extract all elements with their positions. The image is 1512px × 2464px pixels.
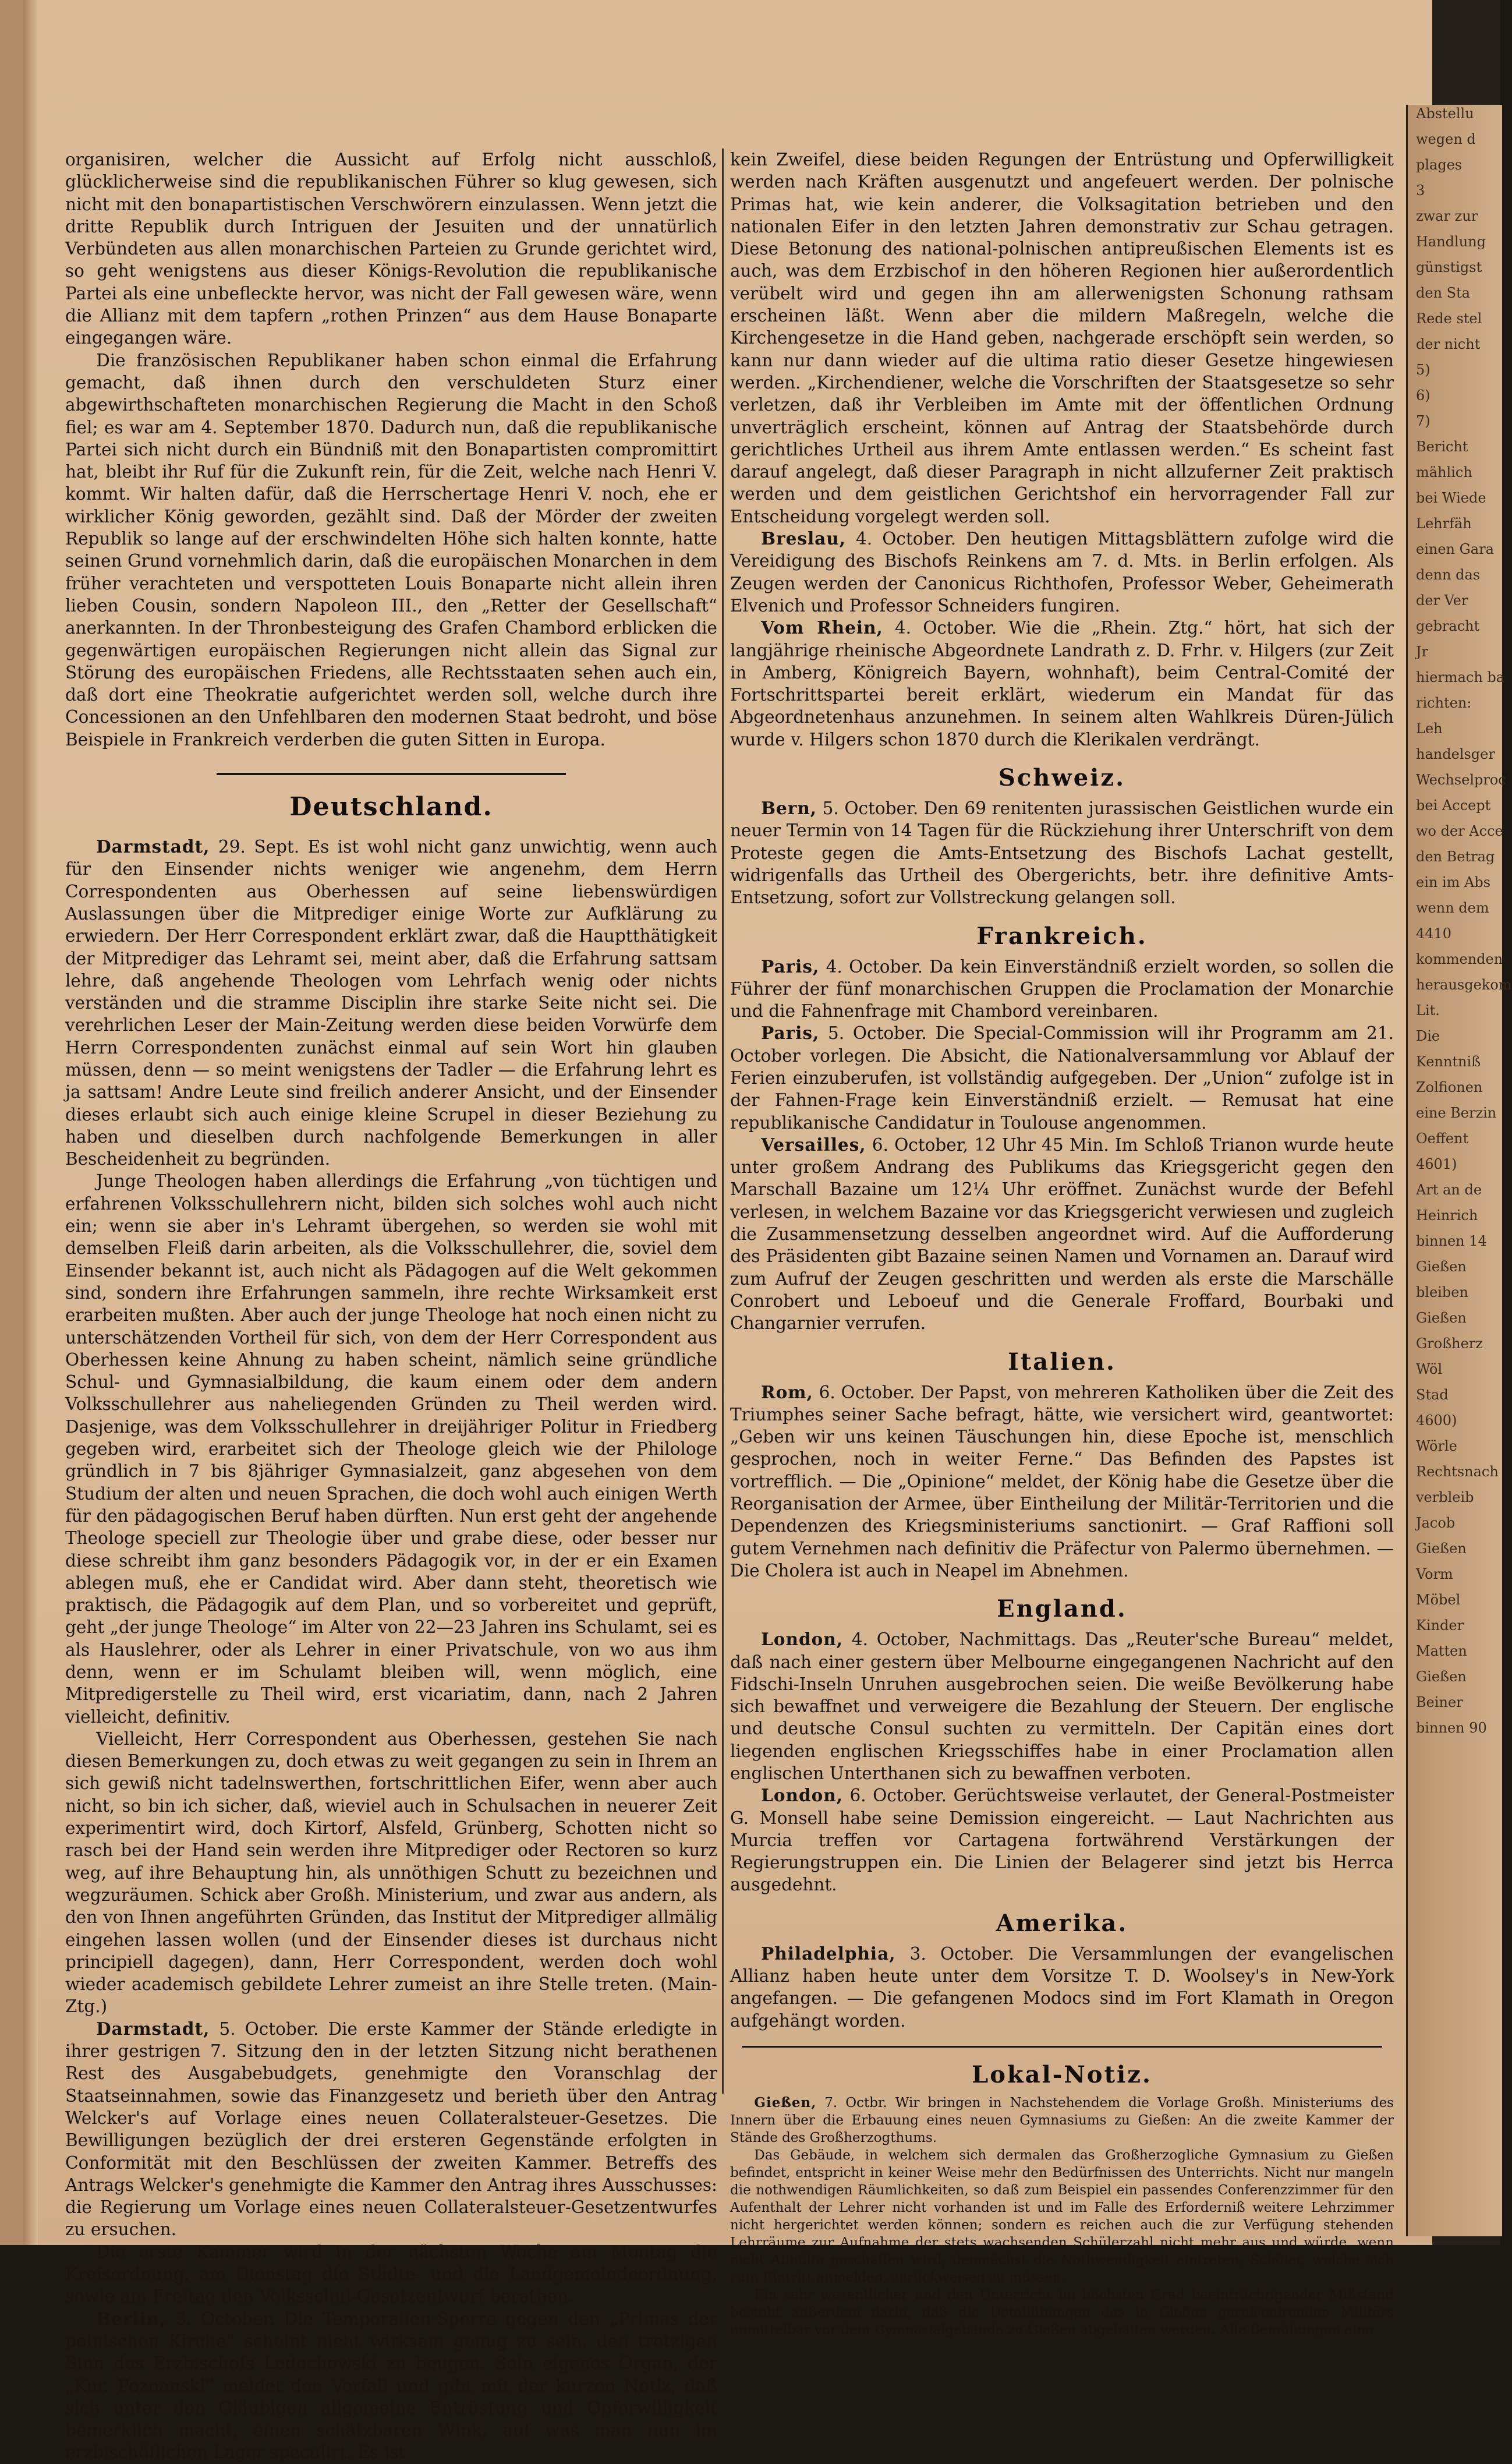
section-heading-amerika: Amerika. bbox=[996, 1909, 1128, 1937]
page-fold-shadow bbox=[23, 0, 38, 2245]
adjacent-page-fragment: Wörle bbox=[1416, 1438, 1457, 1454]
left-page-edge bbox=[0, 0, 23, 2245]
adjacent-page-fragment: Bericht bbox=[1416, 439, 1468, 455]
dateline-darmstadt-1 bbox=[65, 836, 717, 1170]
adjacent-page-fragment: Handlung bbox=[1416, 234, 1486, 250]
adjacent-page-fragment: bei Accept bbox=[1416, 797, 1491, 814]
adjacent-page-fragment: 4410 bbox=[1416, 925, 1452, 942]
dateline-place: Vom Rhein, bbox=[761, 617, 883, 638]
dateline-vom-rhein bbox=[730, 617, 1394, 751]
adjacent-page-fragment: 7) bbox=[1416, 413, 1430, 429]
adjacent-page-fragment: Art an de bbox=[1416, 1182, 1482, 1198]
adjacent-page-fragment: eine Berzin bbox=[1416, 1105, 1497, 1121]
section-heading-deutschland: Deutschland. bbox=[289, 792, 493, 822]
adjacent-page-fragment: ein im Abs bbox=[1416, 874, 1491, 890]
adjacent-page-fragment: gebracht bbox=[1416, 618, 1480, 634]
dateline-bern bbox=[730, 797, 1394, 908]
dateline-place: Darmstadt, bbox=[96, 2018, 210, 2039]
adjacent-page-fragment: herausgekom bbox=[1416, 977, 1512, 993]
adjacent-page-fragment: Lehrfäh bbox=[1416, 515, 1472, 532]
adjacent-page-fragment: plages bbox=[1416, 157, 1463, 173]
article-text: 6. October. Gerüchtsweise verlautet, der General-Postmeister G. Monsell habe seine Demission eingereicht. — Laut Nachrichten aus Murcia treffen vor Cartagena fortwährend Verstärkungen der Regierungstruppen ein. Die Linien der Belagerer sind jetzt bis Herrca ausgedehnt. bbox=[730, 1786, 1394, 1895]
adjacent-page-fragment: handelsger bbox=[1416, 746, 1495, 762]
article-paragraph: Junge Theologen haben allerdings die Erfahrung „von tüchtigen und erfahrenen Volksschullehrern nicht, bilden sich solches wohl auch nicht ein; wenn sie aber in's Lehramt übergehen, so werden sie wohl mit demselben Fleiß darin arbeiten, als die Volksschullehrer, die, soviel dem Einsender bekannt ist, auch nicht als Pädagogen auf die Welt gekommen sind, sondern ihre Erfahrungen sammeln, ihre rechte Wirksamkeit erst erarbeiten mußten. Aber auch der junge Theologe hat noch einen nicht zu unterschätzenden Vortheil für sich, von dem der Herr Correspondent aus Oberhessen keine Ahnung zu haben scheint, nämlich seine gründliche Schul- und Gymnasialbildung, die kaum einem oder dem andern Volksschullehrer aus naheliegenden Gründen zu Theil werden wird. Dasjenige, was dem Volksschullehrer in dreijähriger Politur in Friedberg gegeben wird, erarbeitet sich der Theologe gleich wie der Philologe gründlich in 7 bis 8jähriger Gymnasialzeit, ganz abgesehen von dem Studium der alten und neuen Sprachen, die doch wohl auch einigen Werth für den pädagogischen Beruf haben dürften. Nun erst geht der angehende Theologe speciell zur Theologie über und grabe diese, oder besser nur diese schreibt ihm ganz besonders Pädagogik vor, in der er ein Examen ablegen muß, ehe er Candidat wird. Aber dann steht, theoretisch wie praktisch, die Pädagogik auf dem Plan, und so vorbereitet und geprüft, geht „der junge Theologe“ im Alter von 22—23 Jahren ins Schulamt, sei es als Hauslehrer, oder als Lehrer in einer Privatschule, von wo aus ihm denn, wenn er im Schulamt bleiben will, wenn möglich, eine Mitpredigerstelle zu Theil wird, erst vicariatim, dann, nach 2 Jahren vielleicht, definitiv. bbox=[65, 1171, 717, 1727]
adjacent-page-fragment: bleiben bbox=[1416, 1284, 1468, 1300]
dateline-place: Rom, bbox=[761, 1381, 813, 1402]
article-paragraph bbox=[65, 1728, 717, 2018]
article-berlin-continued: kein Zweifel, diese beiden Regungen der Entrüstung und Opferwilligkeit werden nach Kräften ausgenutzt und angefeuert werden. Der polnische Primas hat, wie kein anderer, die Volksagitation betrieben und den nationalen Eifer in den letzten Jahren demonstrativ zur Schau getragen. Diese Betonung des national-polnischen antipreußischen Elements ist es auch, was dem Erzbischof in den höheren Regionen hier außerordentlich verübelt wird und gegen ihn am allerwenigsten Schonung rathsam erscheinen läßt. Wenn aber die mildern Maßregeln, welche die Kirchengesetze in die Hand geben, nachgerade erschöpft sein werden, so kann nur dann wieder auf die ultima ratio dieser Gesetze hingewiesen werden. „Kirchendiener, welche die Vorschriften der Staatsgesetze so sehr verletzen, daß ihr Verbleiben im Amte mit der öffentlichen Ordnung unverträglich erscheint, können auf Antrag der Staatsbehörde durch gerichtliches Urtheil aus ihrem Amte entlassen werden.“ Es scheint fast darauf angelegt, daß dieser Paragraph in nicht allzuferner Zeit praktisch werden und dem geistlichen Gerichtshof ein hervorragender Fall zur Entscheidung vorgelegt werden soll. bbox=[730, 150, 1394, 526]
adjacent-page-strip bbox=[1406, 105, 1512, 2236]
dateline-place: Paris, bbox=[761, 1023, 820, 1044]
adjacent-page-fragment: Lit. bbox=[1416, 1002, 1440, 1019]
dateline-place: Gießen, bbox=[754, 2094, 817, 2111]
adjacent-page-fragment: den Betrag bbox=[1416, 849, 1495, 865]
adjacent-page-fragment: Leh bbox=[1416, 720, 1443, 737]
adjacent-page-fragment: Rechtsnach bbox=[1416, 1463, 1499, 1480]
dateline-london-1 bbox=[730, 1628, 1394, 1784]
adjacent-page-fragment: Vorm bbox=[1416, 1566, 1453, 1582]
adjacent-page-fragment: wo der Acce bbox=[1416, 823, 1503, 839]
adjacent-page-fragment: 5) bbox=[1416, 362, 1430, 378]
dateline-date: 29. Sept. bbox=[218, 837, 300, 857]
adjacent-page-fragment: Zolfionen bbox=[1416, 1079, 1483, 1095]
adjacent-page-fragment: der nicht bbox=[1416, 336, 1481, 352]
adjacent-page-fragment: Gießen bbox=[1416, 1668, 1467, 1685]
section-rule bbox=[217, 773, 566, 775]
adjacent-page-fragment: Heinrich bbox=[1416, 1207, 1478, 1224]
adjacent-page-fragment: wenn dem bbox=[1416, 900, 1489, 916]
adjacent-page-fragment: zwar zur bbox=[1416, 208, 1478, 224]
adjacent-page-fragment: wegen d bbox=[1416, 131, 1476, 147]
adjacent-page-fragment: verbleib bbox=[1416, 1489, 1474, 1505]
section-heading-england: England. bbox=[997, 1595, 1127, 1623]
column-divider bbox=[722, 149, 724, 2094]
section-rule bbox=[742, 2046, 1382, 2048]
dateline-giessen bbox=[730, 2094, 1394, 2147]
adjacent-page-fragment: hiermach ba bbox=[1416, 669, 1505, 685]
article-paragraph: Das Gebäude, in welchem sich dermalen das Großherzogliche Gymnasium zu Gießen befindet, entspricht in keiner Weise mehr den Bedürfnissen des Unterrichts. Nicht nur mangeln die nothwendigen Räumlichkeiten, so daß zum Beispiel ein passendes Conferenzzimmer für den Aufenthalt der Lehrer nicht vorhanden ist und im Falle des Erforderniß weitere Lehrzimmer nicht hergerichtet werden können; sondern es reichen auch die zur Verfügung stehenden Lehrräume zur Aufnahme der stets wachsenden Schülerzahl nicht mehr aus und würde, wenn nicht Abhülfe geschaffen wird, demnächst die Nothwendigkeit eintreten, Schüler, welche sich zum Eintritt anmelden, zurückweisen zu müssen. bbox=[730, 2147, 1394, 2285]
adjacent-page-fragment: Rede stel bbox=[1416, 310, 1482, 327]
adjacent-page-fragment: Wöl bbox=[1416, 1361, 1443, 1377]
adjacent-page-fragment: Kinder bbox=[1416, 1617, 1464, 1634]
article-text: 6. October. Der Papst, von mehreren Katholiken über die Zeit des Triumphes seiner Sache befragt, hätte, wie versichert wird, geantwortet: „Geben wir uns keinen Täuschungen hin, diese Epoche ist, menschlich gesprochen, noch in weiter Ferne.“ Das Befinden des Papstes ist vortrefflich. — Die „Opinione“ meldet, der König habe die Gesetze über die Reorganisation der Armee, über Eintheilung der Militär-Territorien und die Dependenzen des Kriegsministeriums sanctionirt. — Graf Raffioni soll gutem Vernehmen nach definitiv die Präfectur von Palermo übernehmen. — Die Cholera ist auch in Neapel im Abnehmen. bbox=[730, 1382, 1394, 1581]
adjacent-page-fragment: Kenntniß bbox=[1416, 1054, 1481, 1070]
dateline-place: Breslau, bbox=[761, 528, 846, 549]
adjacent-page-fragment: 6) bbox=[1416, 387, 1430, 404]
section-heading-italien: Italien. bbox=[1008, 1348, 1116, 1376]
article-text: 7. Octbr. Wir bringen in Nachstehendem die Vorlage Großh. Ministeriums des Innern über die Erbauung eines neuen Gymnasiums zu Gießen: An die zweite Kammer der Stände des Großherzogthums. bbox=[730, 2095, 1394, 2145]
article-text: 4. October. Wie die „Rhein. Ztg.“ hört, hat sich der langjährige rheinische Abgeordnete Landrath z. D. Frhr. v. Hilgers (zur Zeit in Amberg, Königreich Bayern, wohnhaft), beim Central-Comité der Fortschrittspartei bereit erklärt, wiederum ein Mandat für das Abgeordnetenhaus anzunehmen. In seinem alten Wahlkreis Düren-Jülich wurde v. Hilgers schon 1870 durch die Klerikalen verdrängt. bbox=[730, 618, 1394, 750]
article-text: 6. October, 12 Uhr 45 Min. Im Schloß Trianon wurde heute unter großem Andrang des Publikums das Kriegsgericht gegen den Marschall Bazaine um 12¼ Uhr eröffnet. Zunächst wurde der Befehl verlesen, in welchem Bazaine vor das Kriegsgericht verwiesen und zugleich die Zusammensetzung desselben angeordnet wird. Auf die Aufforderung des Präsidenten gibt Bazaine seinen Namen und Vornamen an. Darauf wird zum Aufruf der Zeugen geschritten und werden als erste die Marschälle Conrobert und Leboeuf und die Generale Froffard, Bourbaki und Changarnier verrufen. bbox=[730, 1134, 1394, 1334]
article-france-paragraph-2: Die französischen Republikaner haben schon einmal die Erfahrung gemacht, daß ihnen durch den verschuldeten Sturz einer abgewirthschafteten monarchischen Regierung die Macht in den Schoß fiel; es war am 4. September 1870. Dadurch nun, daß die republikanische Partei sich nicht durch ein Bündniß mit den Bonapartisten compromittirt hat, bleibt ihr Ruf für die Zukunft rein, für die Zeit, welche nach Henri V. kommt. Wir halten dafür, daß die Herrschertage Henri V. noch, ehe er wirklicher König geworden, gezählt sind. Daß der Mörder der zweiten Republik so lange auf der erschwindelten Höhe sich halten konnte, hatte seinen Grund vornehmlich darin, daß die europäischen Monarchen in dem früher verachteten und verspotteten Louis Bonaparte nicht allein ihren lieben Cousin, sondern Napoleon III., den „Retter der Gesellschaft“ anerkannten. In der Thronbesteigung des Grafen Chambord erblicken die gegenwärtigen europäischen Regierungen nicht allein das Signal zur Störung des europäischen Friedens, alle Rechtsstaaten sehen auch ein, daß dort eine Theokratie aufgerichtet werden soll, welche durch ihre Concessionen an den Unfehlbaren den modernen Staat bedroht, und böse Beispiele in Frankreich verderben die guten Sitten in Europa. bbox=[65, 350, 717, 750]
dateline-place: Philadelphia, bbox=[761, 1943, 896, 1964]
adjacent-page-fragment: günstigst bbox=[1416, 259, 1482, 275]
adjacent-page-fragment: richten: bbox=[1416, 695, 1472, 711]
section-heading-frankreich: Frankreich. bbox=[976, 922, 1148, 950]
dateline-philadelphia bbox=[730, 1943, 1394, 2032]
adjacent-page-fragment: 4600) bbox=[1416, 1412, 1457, 1429]
section-heading-schweiz: Schweiz. bbox=[998, 764, 1126, 792]
adjacent-page-fragment: Wechselproc bbox=[1416, 772, 1506, 788]
adjacent-page-fragment: Gießen bbox=[1416, 1540, 1467, 1557]
adjacent-page-fragment: Jacob bbox=[1416, 1515, 1456, 1531]
adjacent-page-fragment: Beiner bbox=[1416, 1694, 1463, 1710]
adjacent-page-fragment: einen Gara bbox=[1416, 541, 1494, 557]
section-heading-lokal-notiz: Lokal-Notiz. bbox=[972, 2060, 1152, 2088]
adjacent-page-fragment: 3 bbox=[1416, 182, 1425, 199]
adjacent-page-fragment: Die bbox=[1416, 1028, 1440, 1044]
article-france-continued: organisiren, welcher die Aussicht auf Erfolg nicht ausschloß, glücklicherweise sind die republikanischen Führer so klug gewesen, sich nicht mit den bonapartistischen Verschwörern einzulassen. Wenn jetzt die dritte Republik durch Intriguen der Jesuiten und der unnatürlich Verbündeten aus allen monarchischen Parteien zu Grunde gerichtet wird, so geht wenigstens aus dieser Königs-Revolution die republikanische Partei als eine unbefleckte hervor, was nicht der Fall gewesen wäre, wenn die Allianz mit dem tapfern „rothen Prinzen“ aus dem Hause Bonaparte eingegangen wäre. bbox=[65, 150, 717, 348]
adjacent-page-fragment: bei Wiede bbox=[1416, 490, 1486, 506]
adjacent-page-fragment: denn das bbox=[1416, 567, 1481, 583]
dateline-darmstadt-2 bbox=[65, 2018, 717, 2241]
article-text: 4. October, Nachmittags. Das „Reuter'sche Bureau“ meldet, daß nach einer gestern über Melbourne eingegangenen Nachricht auf den Fidschi-Inseln Unruhen ausgebrochen seien. Die weiße Bevölkerung habe sich bewaffnet und verweigere die Bezahlung der Steuern. Der englische und deutsche Consul suchten zu vermitteln. Der Capitän eines dort liegenden englischen Kriegsschiffes habe in einer Proclamation allen englischen Unterthanen sich zu bewaffnen verboten. bbox=[730, 1629, 1394, 1783]
column-right bbox=[730, 149, 1394, 2339]
dateline-london-2 bbox=[730, 1784, 1394, 1896]
column-left bbox=[65, 149, 717, 2464]
article-text: Vielleicht, Herr Correspondent aus Oberhessen, gestehen Sie nach diesen Bemerkungen zu, doch etwas zu weit gegangen zu sein in Ihrem an sich gewiß nicht tadelnswerthen, fortschrittlichen Eifer, wenn aber auch nicht, so bin ich sicher, daß, wieviel auch in Schulsachen in neuerer Zeit experimentirt wird, doch Kirtorf, Alsfeld, Grünberg, Schotten nicht so rasch bei der Hand sein werden ihre Mitprediger oder Rectoren so kurz weg, auf ihre Behauptung hin, als unnöthigen Schutt zu bezeichnen und wegzuräumen. Schick aber Großh. Ministerium, und zwar aus andern, als den von Ihnen angeführten Gründen, das Institut der Mitprediger allmälig eingehen lassen wollen (und der Einsender dieses ist durchaus nicht principiell dagegen), dann, Herr Correspondent, werden doch wohl wieder academisch gebildete Lehrer zumeist an ihre Stelle treten. bbox=[65, 1728, 717, 1995]
adjacent-page-fragment: Gießen bbox=[1416, 1310, 1467, 1326]
article-paragraph: Ein sehr wesentlicher und den Unterricht im höchsten Grad beeinträchtigender Mißstand besteht außerdem darin, daß die Detailübungen des in Gießen garnisonirenden Militärs unmittelbar vor dem Gymnasialgebäude zu Gießen abgehalten werden. Alle Bemühungen eine bbox=[730, 2287, 1394, 2338]
adjacent-page-fragment: Abstellu bbox=[1416, 105, 1474, 122]
dateline-rom bbox=[730, 1381, 1394, 1582]
source-credit: (Main-Ztg.) bbox=[65, 1974, 717, 2017]
adjacent-page-fragment: Oeffent bbox=[1416, 1130, 1469, 1147]
dateline-place: Darmstadt, bbox=[96, 836, 210, 857]
article-text: 4. October. Den heutigen Mittagsblättern zufolge wird die Vereidigung des Bischofs Reinkens am 7. d. Mts. in Berlin erfolgen. Als Zeugen werden der Canonicus Richthofen, Professor Weber, Geheimerath Elvenich und Professor Schneiders fungiren. bbox=[730, 529, 1394, 616]
dateline-place: London, bbox=[761, 1629, 843, 1650]
adjacent-page-fragment: binnen 14 bbox=[1416, 1233, 1487, 1249]
adjacent-page-fragment: Matten bbox=[1416, 1643, 1467, 1659]
dateline-place: Paris, bbox=[761, 956, 820, 977]
adjacent-page-fragment: der Ver bbox=[1416, 592, 1468, 609]
article-text: 5. October. Die erste Kammer der Stände erledigte in ihrer gestrigen 7. Sitzung den in der letzten Sitzung nicht berathenen Rest des Ausgabebudgets, genehmigte den Voranschlag der Staatseinnahmen, sowie das Finanzgesetz und berieth über den Antrag Welcker's auf Vorlage eines neuen Collateralsteuer-Gesetzes. Die Bewilligungen bezüglich der drei ersteren Gegenstände erfolgten in Conformität mit den Beschlüssen der zweiten Kammer. Betreffs des Antrags Welcker's genehmigte die Kammer den Antrag ihres Ausschusses: die Regierung um Vorlage eines neuen Collateralsteuer-Gesetzentwurfes zu ersuchen. bbox=[65, 2018, 717, 2240]
adjacent-page-fragment: binnen 90 bbox=[1416, 1720, 1487, 1736]
dateline-breslau bbox=[730, 528, 1394, 617]
article-text: 3. October. Die Temporalien-Sperre gegen den „Primas der polnischen Kirche“ scheint nicht wirksam genug zu sein, den trotzigen Sinn des Erzbischofs Ledochowski zu beugen. Sein eigenes Organ, der „Kur. Poznanski“ meldet den Vorfall und gibt mit der kurzen Notiz, daß sich unter den Gläubigen allgemeine Entrüstung und Opferwilligkeit bemerklich macht, einen schätzbaren Wink, auf was man nun im erzbischöflichen Lager speculirt. Es ist bbox=[65, 2309, 717, 2463]
adjacent-page-fragment: Großherz bbox=[1416, 1335, 1483, 1352]
adjacent-page-fragment: mählich bbox=[1416, 464, 1472, 480]
dateline-paris-2 bbox=[730, 1022, 1394, 1133]
dateline-berlin bbox=[65, 2308, 717, 2464]
article-text: 3. October. Die Versammlungen der evangelischen Allianz haben heute unter dem Vorsitze T. D. Woolsey's in New-York angefangen. — Die gefangenen Modocs sind im Fort Klamath in Oregon aufgehängt worden. bbox=[730, 1943, 1394, 2031]
dateline-place: Versailles, bbox=[761, 1134, 866, 1155]
article-paragraph: Die erste Kammer wird in der nächsten Woche am Montag die Kreisordnung, am Dienstag die Städte- und die Landgemeindeordnung, sowie am Freitag den Volksschul-Gesetzentwurf berathen. bbox=[65, 2242, 717, 2307]
article-text: 5. October. Den 69 renitenten jurassischen Geistlichen wurde ein neuer Termin von 14 Tagen für die Rückziehung ihrer Unterschrift von dem Proteste gegen die Amts-Entsetzung des Bischofs Lachat gestellt, widrigenfalls das Urtheil des Obergerichts, betr. ihre definitive Amts-Entsetzung, sofort zur Vollstreckung gelangen soll. bbox=[730, 798, 1394, 908]
dateline-place: London, bbox=[761, 1785, 843, 1806]
adjacent-page-fragment: 4601) bbox=[1416, 1156, 1457, 1172]
dateline-place: Bern, bbox=[761, 798, 817, 819]
article-text: Es ist wohl nicht ganz unwichtig, wenn auch für den Einsender nichts weniger wie angenehm, dem Herrn Correspondenten aus Oberhessen auf seine liebenswürdigen Auslassungen über die Mitprediger einige Worte zur Aufklärung zu erwiedern. Der Herr Correspondent erklärt zwar, daß die Hauptthätigkeit der Mitprediger das Lehramt sei, meint aber, daß die Erfahrung sattsam lehre, daß angehende Theologen vom Lehrfach wenig oder nichts verständen und die stramme Disciplin ihre starke Seite nicht sei. Die verehrlichen Leser der Main-Zeitung werden diese beiden Vorwürfe dem Herrn Correspondenten zunächst einmal auf sein Wort hin glauben müssen, denn — so meint wenigstens der Tadler — die Erfahrung lehrt es ja sattsam! Andre Leute sind freilich anderer Ansicht, und der Einsender dieses erlaubt sich auch einige kleine Scrupel in dieser Beziehung zu haben und dieselben durch nachfolgende Bemerkungen in aller Bescheidenheit zu begründen. bbox=[65, 837, 717, 1169]
article-text: 5. October. Die Special-Commission will ihr Programm am 21. October vorlegen. Die Absicht, die Nationalversammlung vor Ablauf der Ferien einzuberufen, ist vollständig aufgegeben. Der „Union“ zufolge ist in der Fahnen-Frage kein Einverständniß erzielt. — Remusat hat eine republikanische Candidatur in Toulouse angenommen. bbox=[730, 1023, 1394, 1133]
adjacent-page-fragment: Möbel bbox=[1416, 1592, 1461, 1608]
dateline-paris-1 bbox=[730, 956, 1394, 1023]
dateline-place: Berlin, bbox=[96, 2308, 167, 2329]
adjacent-page-fragment: Stad bbox=[1416, 1387, 1449, 1403]
adjacent-page-fragment: kommenden bbox=[1416, 951, 1503, 967]
adjacent-page-fragment: Gießen bbox=[1416, 1258, 1467, 1275]
adjacent-page-fragment: Jr bbox=[1416, 644, 1429, 660]
adjacent-page-fragment: den Sta bbox=[1416, 285, 1471, 301]
dateline-versailles bbox=[730, 1134, 1394, 1335]
article-text: 4. October. Da kein Einverständniß erzielt worden, so sollen die Führer der fünf monarchischen Gruppen die Proclamation der Monarchie und die Fahnenfrage mit Chambord vereinbaren. bbox=[730, 956, 1394, 1021]
